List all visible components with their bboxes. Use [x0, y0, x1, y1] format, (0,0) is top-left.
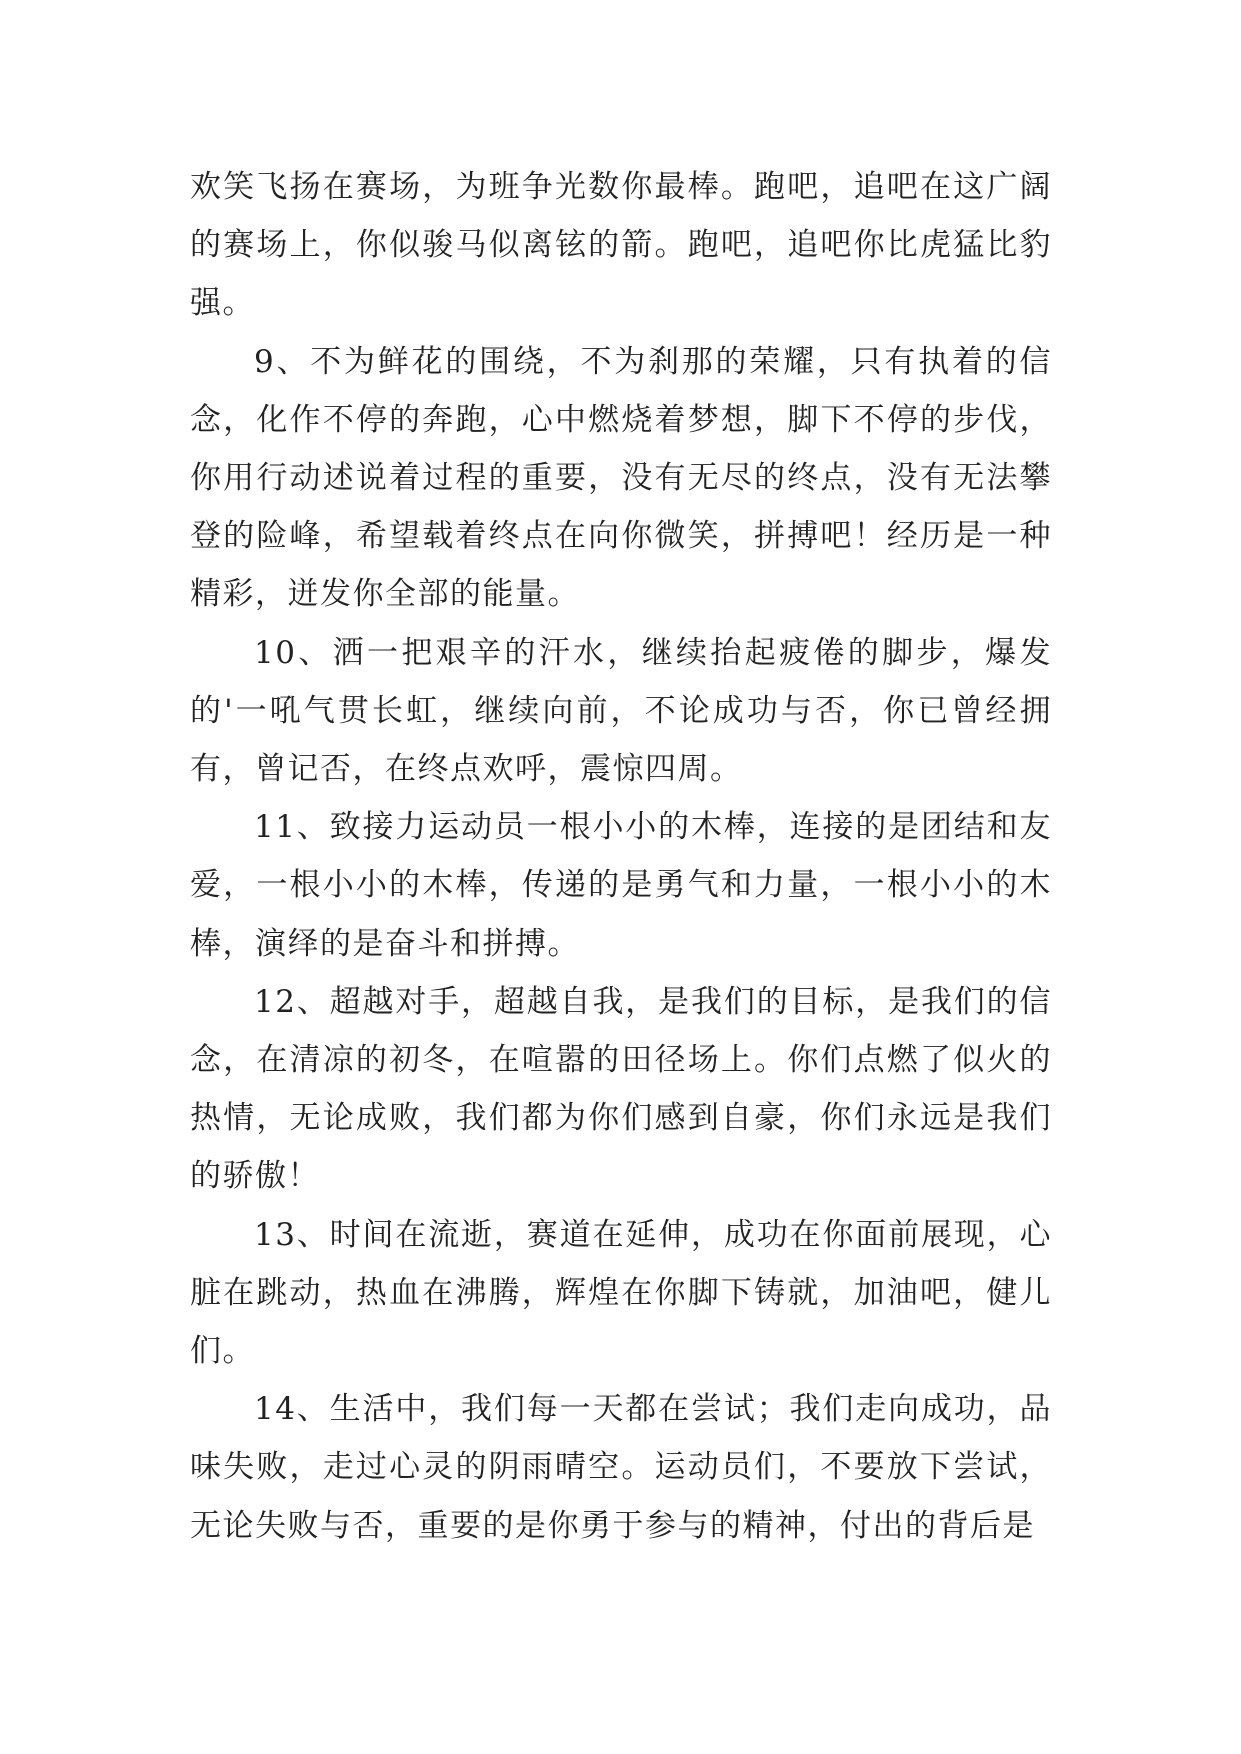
- paragraph-continuation: 欢笑飞扬在赛场，为班争光数你最棒。跑吧，追吧在这广阔的赛场上，你似骏马似离铉的箭。跑吧，追吧你比虎猛比豹强。: [190, 169, 1052, 322]
- document-page: [190, 158, 1052, 1555]
- paragraph-item-14: 14、生活中，我们每一天都在尝试；我们走向成功，品味失败，走过心灵的阴雨晴空。运动员们，不要放下尝试，无论失败与否，重要的是你勇于参与的精神，付出的背后是: [190, 1391, 1052, 1544]
- paragraph-item-10: 10、洒一把艰辛的汗水，继续抬起疲倦的脚步，爆发的'一吼气贯长虹，继续向前，不论成功与否，你已曾经拥有，曾记否，在终点欢呼，震惊四周。: [190, 634, 1052, 788]
- paragraph-item-11: 11、致接力运动员一根小小的木棒，连接的是团结和友爱，一根小小的木棒，传递的是勇气和力量，一根小小的木棒，演绎的是奋斗和拼搏。: [190, 809, 1052, 962]
- paragraph-item-12: 12、超越对手，超越自我，是我们的目标，是我们的信念，在清凉的初冬，在喧嚣的田径场上。你们点燃了似火的热情，无论成败，我们都为你们感到自豪，你们永远是我们的骄傲！: [190, 983, 1052, 1195]
- paragraph-item-13: 13、时间在流逝，赛道在延伸，成功在你面前展现，心脏在跳动，热血在沸腾，辉煌在你脚下铸就，加油吧，健儿们。: [190, 1216, 1052, 1370]
- paragraph-item-9: 9、不为鲜花的围绕，不为刹那的荣耀，只有执着的信念，化作不停的奔跑，心中燃烧着梦想，脚下不停的步伐，你用行动述说着过程的重要，没有无尽的终点，没有无法攀登的险峰，希望载着终点在向你微笑，拼搏吧！经历是一种精彩，迸发你全部的能量。: [190, 343, 1052, 613]
